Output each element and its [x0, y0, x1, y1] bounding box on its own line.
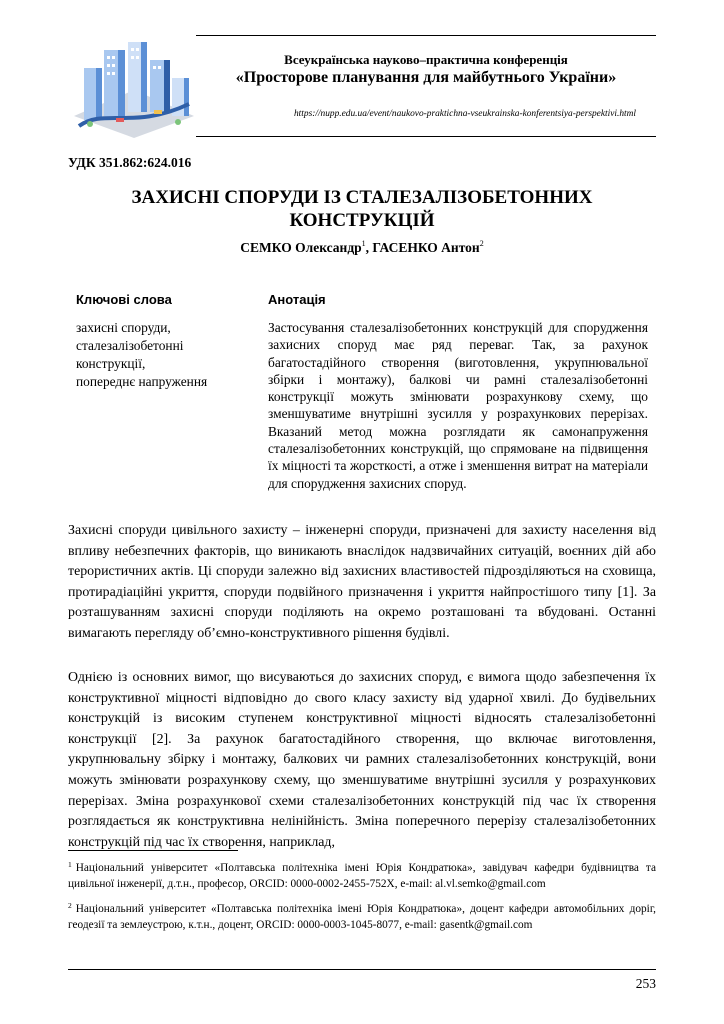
author-1: СЕМКО Олександр — [240, 240, 362, 255]
keyword-item: конструкції, — [76, 356, 146, 371]
udk-code: УДК 351.862:624.016 — [68, 155, 192, 170]
abstract-text: Застосування сталезалізобетонних конструкцій для спорудження захисних споруд має ряд переваг. Так, за рахунок багатостадійного створення (виготовлення, укрупнювальної збірки і монтажу), балкові чи рамні сталезалізобетонні конструкції можуть змінювати розрахункову схему, що зменшуватиме внутрішні зусилля у розрахункових перерізах. Вказаний метод можна розглядати як самонапруження сталезалізобетонних конструкцій, що спрямоване на підвищення їх міцності та жорсткості, а отже і зменшення витрат на матеріали для спорудження захисних споруд. — [268, 320, 648, 491]
body-paragraph-1: Захисні споруди цивільного захисту – інженерні споруди, призначені для захисту населення від впливу небезпечних факторів, що виникають внаслідок надзвичайних ситуацій, воєнних дій або терористичних актів. Ці споруди залежно від захисних властивостей підрозділяються на сховища, протирадіаційні укриття, споруди подвійного призначення і укриття найпростішого типу [1]. За розташуванням захисні споруди поділяють на окремо розташовані та вбудовані. Останні вимагають перегляду об’ємно-конструктивного рішення будівлі. — [68, 523, 656, 641]
conference-url[interactable]: https://nupp.edu.ua/event/naukovo-praktichna-vseukrainska-konferentsiya-perspektivi.html — [293, 109, 636, 119]
keywords-heading: Ключові слова — [76, 292, 172, 307]
conference-logo-illustration — [74, 38, 194, 138]
conference-name-line2: «Просторове планування для майбутнього України» — [235, 69, 617, 86]
header-bottom-rule — [196, 136, 656, 137]
body-paragraph-2: Однією із основних вимог, що висуваються до захисних споруд, є вимога щодо забезпечення їх конструктивної міцності відповідно до свого класу захисту від ударної хвилі. До будівельних конструкцій із високим ступенем конструктивної міцності відносять сталезалізобетонні конструкції [2]. За рахунок багатостадійного створення, що включає виготовлення, укрупнювальну збірку і монтажу, балкових чи рамних сталезалізобетонних конструкцій, вони можуть змінювати розрахункову схему, що зменшуватиме внутрішні зусилля у розрахункових перерізах. Зміна розрахункової схеми сталезалізобетонних конструкцій під час їх створення розглядається як конструктивна нелінійність. Зміна поперечного перерізу сталезалізобетонних конструкцій під час їх створення, наприклад, — [68, 670, 656, 850]
authors — [68, 239, 656, 256]
paper-title — [68, 186, 656, 232]
footnote-1-text: Національний університет «Полтавська політехніка імені Юрія Кондратюка», завідувач кафедри будівництва та цивільної інженерії, д.т.н., професор, ORCID: 0000-0002-2455-752X, e-mail: al.vl.semko@gmail.com — [68, 862, 656, 890]
page-number: 253 — [635, 976, 656, 991]
author-2: ГАСЕНКО Антон — [372, 240, 480, 255]
conference-name-line1: Всеукраїнська науково–практична конференція — [284, 52, 568, 67]
keyword-item: захисні споруди, — [76, 320, 171, 335]
keyword-item: попереднє напруження — [76, 374, 208, 389]
footnote-2-text: Національний університет «Полтавська політехніка імені Юрія Кондратюка», доцент кафедри автомобільних доріг, геодезії та землеустрою, к.т.н., доцент, ORCID: 0000-0003-1045-8077, e-mail: gasentk@gmail.com — [68, 903, 656, 931]
author-1-footnote-ref: 1 — [361, 239, 366, 248]
footer-rule — [68, 969, 656, 970]
author-2-footnote-ref: 2 — [479, 239, 484, 248]
author-separator: , — [365, 240, 373, 255]
abstract-heading: Анотація — [268, 292, 326, 307]
footnote-2 — [68, 898, 656, 933]
paper-title-line1: ЗАХИСНІ СПОРУДИ ІЗ СТАЛЕЗАЛІЗОБЕТОННИХ — [131, 187, 593, 208]
header-top-rule — [196, 35, 656, 36]
footnote-1 — [68, 857, 656, 892]
footnote-rule — [68, 850, 238, 851]
paper-title-line2: КОНСТРУКЦІЙ — [289, 210, 435, 231]
footnote-1-number: 1 — [68, 860, 72, 869]
keyword-item: сталезалізобетонні — [76, 338, 184, 353]
keywords-list — [76, 319, 256, 391]
footnote-2-number: 2 — [68, 901, 72, 910]
